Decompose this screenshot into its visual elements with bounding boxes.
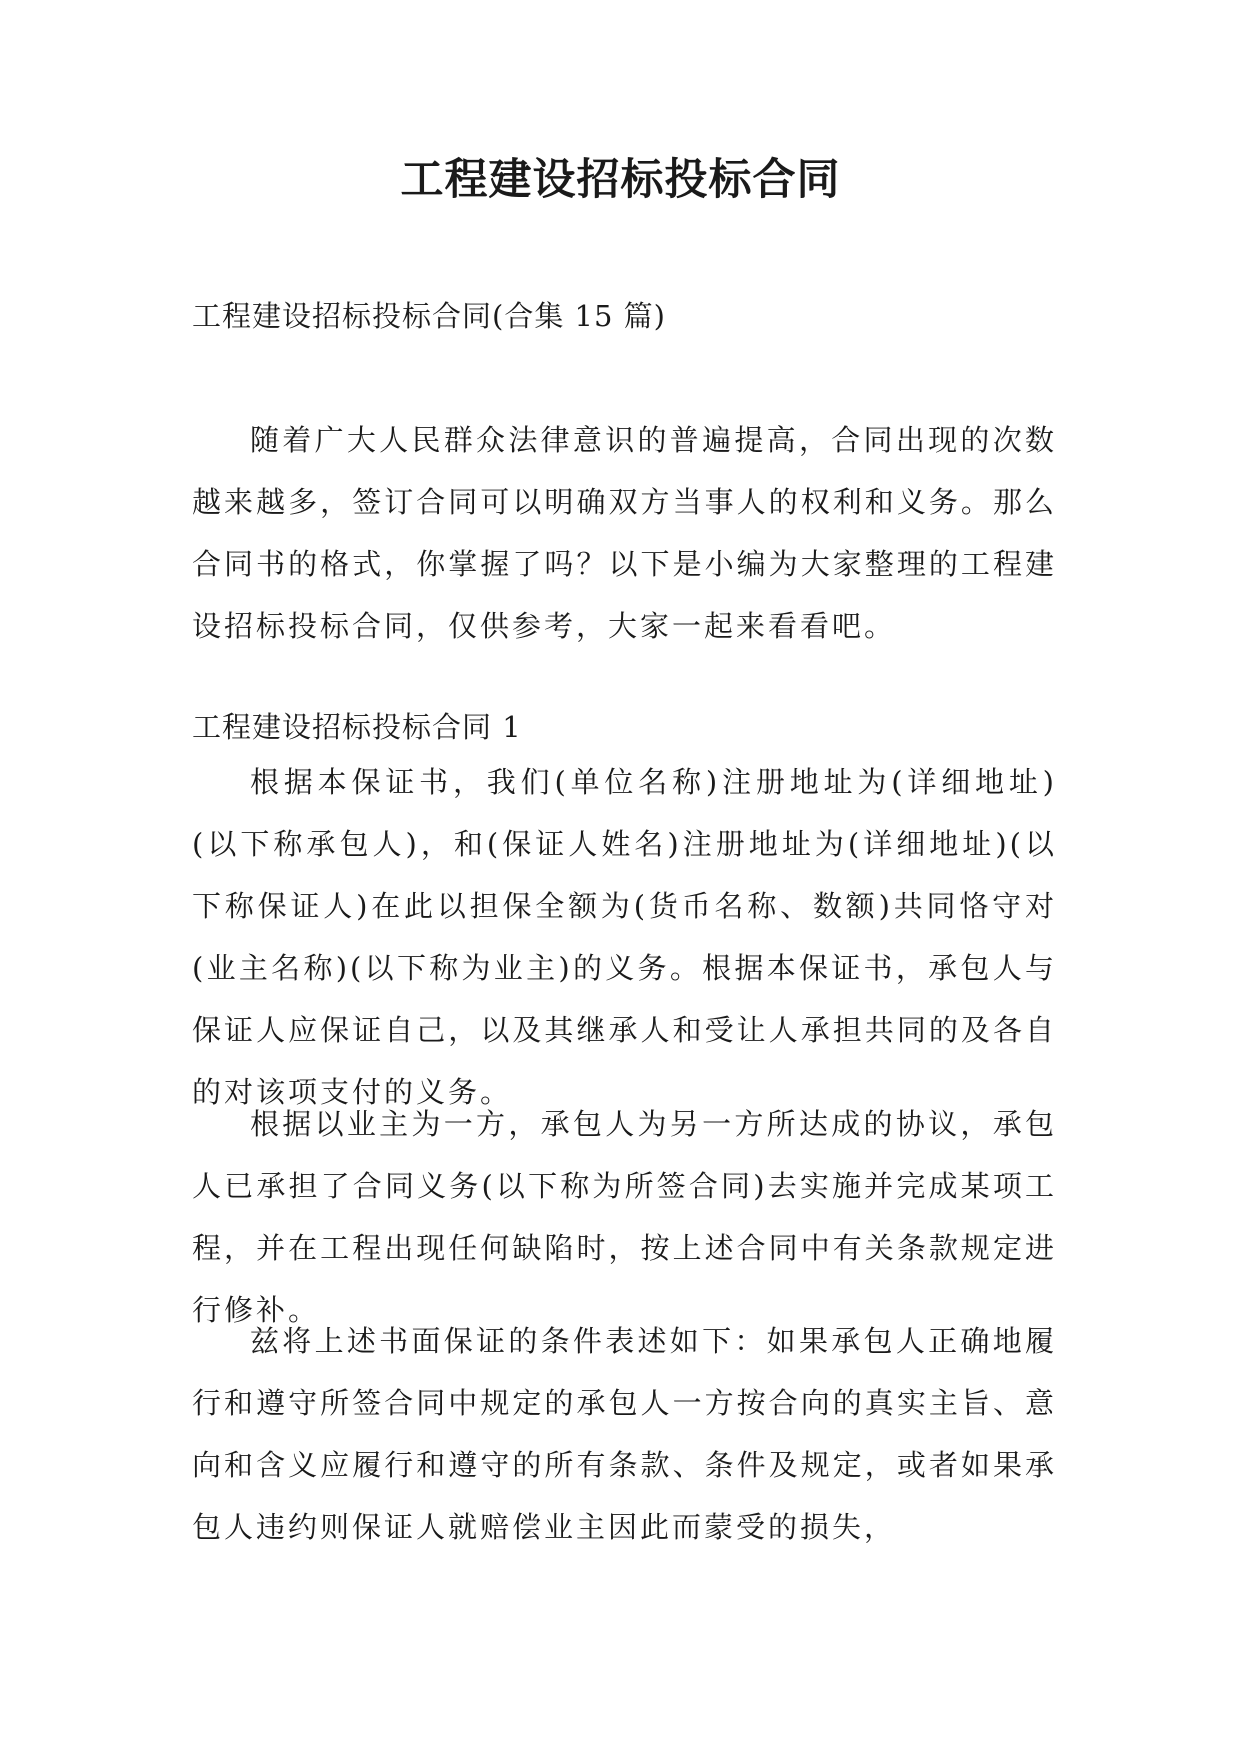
intro-paragraph: 随着广大人民群众法律意识的普遍提高，合同出现的次数越来越多，签订合同可以明确双方当事人的权利和义务。那么合同书的格式，你掌握了吗？以下是小编为大家整理的工程建设招标投标合同，仅供参考，大家一起来看看吧。 [192, 423, 1057, 643]
body-paragraph: 根据本保证书，我们(单位名称)注册地址为(详细地址)(以下称承包人)，和(保证人姓名)注册地址为(详细地址)(以下称保证人)在此以担保全额为(货币名称、数额)共同恪守对(业主名称)(以下称为业主)的义务。根据本保证书，承包人与保证人应保证自己，以及其继承人和受让人承担共同的及各自的对该项支付的义务。 [192, 765, 1057, 1109]
document-subtitle: 工程建设招标投标合同(合集 15 篇) [192, 299, 666, 333]
body-paragraph: 根据以业主为一方，承包人为另一方所达成的协议，承包人已承担了合同义务(以下称为所签合同)去实施并完成某项工程，并在工程出现任何缺陷时，按上述合同中有关条款规定进行修补。 [192, 1107, 1057, 1327]
section-heading: 工程建设招标投标合同 1 [192, 710, 522, 744]
document-title: 工程建设招标投标合同 [400, 155, 841, 205]
body-paragraph: 兹将上述书面保证的条件表述如下：如果承包人正确地履行和遵守所签合同中规定的承包人一方按合向的真实主旨、意向和含义应履行和遵守的所有条款、条件及规定，或者如果承包人违约则保证人就赔偿业主因此而蒙受的损失， [192, 1324, 1057, 1544]
